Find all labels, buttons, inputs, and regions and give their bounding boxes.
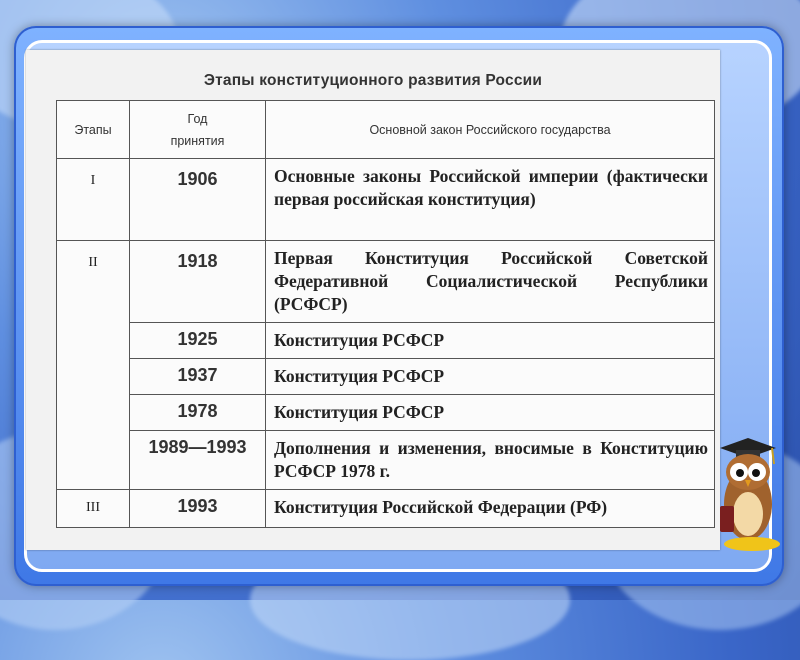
stage-cell: II (57, 241, 130, 490)
year-cell: 1989—1993 (130, 431, 266, 490)
year-cell: 1993 (130, 490, 266, 528)
header-stage: Этапы (57, 101, 130, 159)
law-cell: Конституция РСФСР (266, 323, 715, 359)
table-row (57, 323, 715, 359)
year-cell: 1918 (130, 241, 266, 323)
document-page (26, 50, 720, 550)
table-row (57, 359, 715, 395)
page-title: Этапы конституционного развития России (203, 72, 543, 89)
law-cell: Основные законы Российской империи (фактически первая российская конституция) (266, 159, 715, 241)
table-row (57, 241, 715, 323)
law-cell: Конституция РСФСР (266, 359, 715, 395)
stage-cell: I (57, 159, 130, 241)
header-year-line1: Год (187, 111, 208, 126)
table-header-row (57, 101, 715, 159)
header-law: Основной закон Российского государства (266, 101, 715, 159)
year-cell: 1937 (130, 359, 266, 395)
stage-cell: III (57, 490, 130, 528)
law-cell: Конституция Российской Федерации (РФ) (266, 490, 715, 528)
law-cell: Конституция РСФСР (266, 395, 715, 431)
law-cell: Первая Конституция Российской Советской Федеративной Социалистической Республики (РСФСР) (266, 241, 715, 323)
year-cell: 1906 (130, 159, 266, 241)
table-row (57, 395, 715, 431)
table-row (57, 490, 715, 528)
law-cell: Дополнения и изменения, вносимые в Конституцию РСФСР 1978 г. (266, 431, 715, 490)
table-row (57, 159, 715, 241)
year-cell: 1978 (130, 395, 266, 431)
constitution-table (56, 100, 715, 528)
header-year (130, 101, 266, 159)
header-year-line2: принятия (170, 133, 225, 148)
table-row (57, 431, 715, 490)
owl-mascot-icon (712, 434, 782, 554)
year-cell: 1925 (130, 323, 266, 359)
